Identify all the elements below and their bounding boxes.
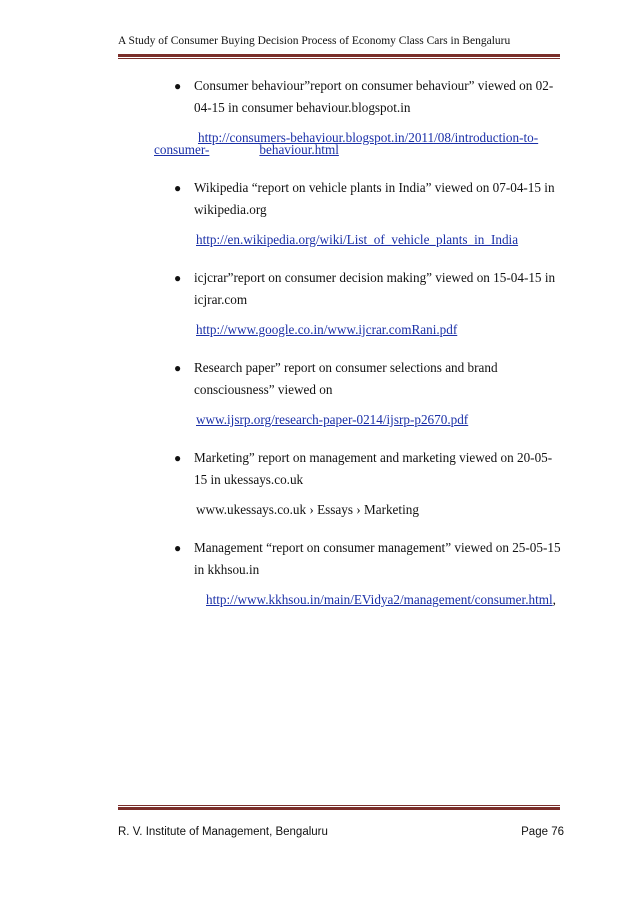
reference-list — [118, 75, 563, 627]
link-suffix: , — [552, 592, 556, 607]
page-footer — [118, 826, 564, 838]
reference-text: icjcrar”report on consumer decision making” viewed on 15-04-15 in icjrar.com — [194, 270, 556, 307]
bullet-icon: ● — [174, 181, 182, 195]
reference-item — [118, 537, 563, 611]
bullet-icon: ● — [174, 79, 182, 93]
reference-item — [118, 177, 563, 251]
bullet-icon: ● — [174, 271, 182, 285]
reference-plain-link — [196, 499, 563, 521]
reference-text: Wikipedia “report on vehicle plants in India” viewed on 07-04-15 in wikipedia.org — [194, 180, 555, 217]
reference-link-text[interactable]: http://consumers-behaviour.blogspot.in/2011/08/introduction-to- — [198, 130, 539, 145]
reference-link[interactable] — [196, 409, 563, 431]
bullet-icon: ● — [174, 451, 182, 465]
reference-item — [118, 357, 563, 431]
reference-link-text[interactable]: http://www.google.co.in/www.ijcrar.comRani.pdf — [196, 322, 458, 337]
reference-link[interactable] — [198, 127, 563, 149]
reference-text: Consumer behaviour”report on consumer behaviour” viewed on 02-04-15 in consumer behaviour.blogspot.in — [194, 78, 554, 115]
reference-text: Research paper” report on consumer selections and brand consciousness” viewed on — [194, 360, 498, 397]
reference-item — [118, 447, 563, 521]
reference-link[interactable] — [196, 229, 563, 251]
reference-link-text[interactable]: behaviour.html — [259, 142, 339, 157]
reference-link-text[interactable]: http://en.wikipedia.org/wiki/List_of_vehicle_plants_in_India — [196, 232, 519, 247]
page-number: Page 76 — [521, 826, 564, 838]
reference-item — [118, 267, 563, 341]
reference-link[interactable] — [196, 319, 563, 341]
footer-rule — [118, 805, 560, 810]
reference-text: Management “report on consumer management” viewed on 25-05-15 in kkhsou.in — [194, 540, 561, 577]
page-header — [118, 34, 578, 48]
reference-link-text[interactable]: consumer- — [154, 142, 210, 157]
reference-plain-link-text: www.ukessays.co.uk › Essays › Marketing — [196, 502, 419, 517]
reference-item — [118, 75, 563, 149]
reference-link[interactable] — [206, 589, 563, 611]
reference-text: Marketing” report on management and marketing viewed on 20-05-15 in ukessays.co.uk — [194, 450, 553, 487]
reference-link-text[interactable]: www.ijsrp.org/research-paper-0214/ijsrp-p2670.pdf — [196, 412, 469, 427]
reference-link-text[interactable]: http://www.kkhsou.in/main/EVidya2/management/consumer.html — [206, 592, 553, 607]
bullet-icon: ● — [174, 541, 182, 555]
footer-institute: R. V. Institute of Management, Bengaluru — [118, 826, 328, 838]
header-rule — [118, 54, 560, 59]
header-title: A Study of Consumer Buying Decision Process of Economy Class Cars in Bengaluru — [118, 35, 511, 47]
bullet-icon: ● — [174, 361, 182, 375]
